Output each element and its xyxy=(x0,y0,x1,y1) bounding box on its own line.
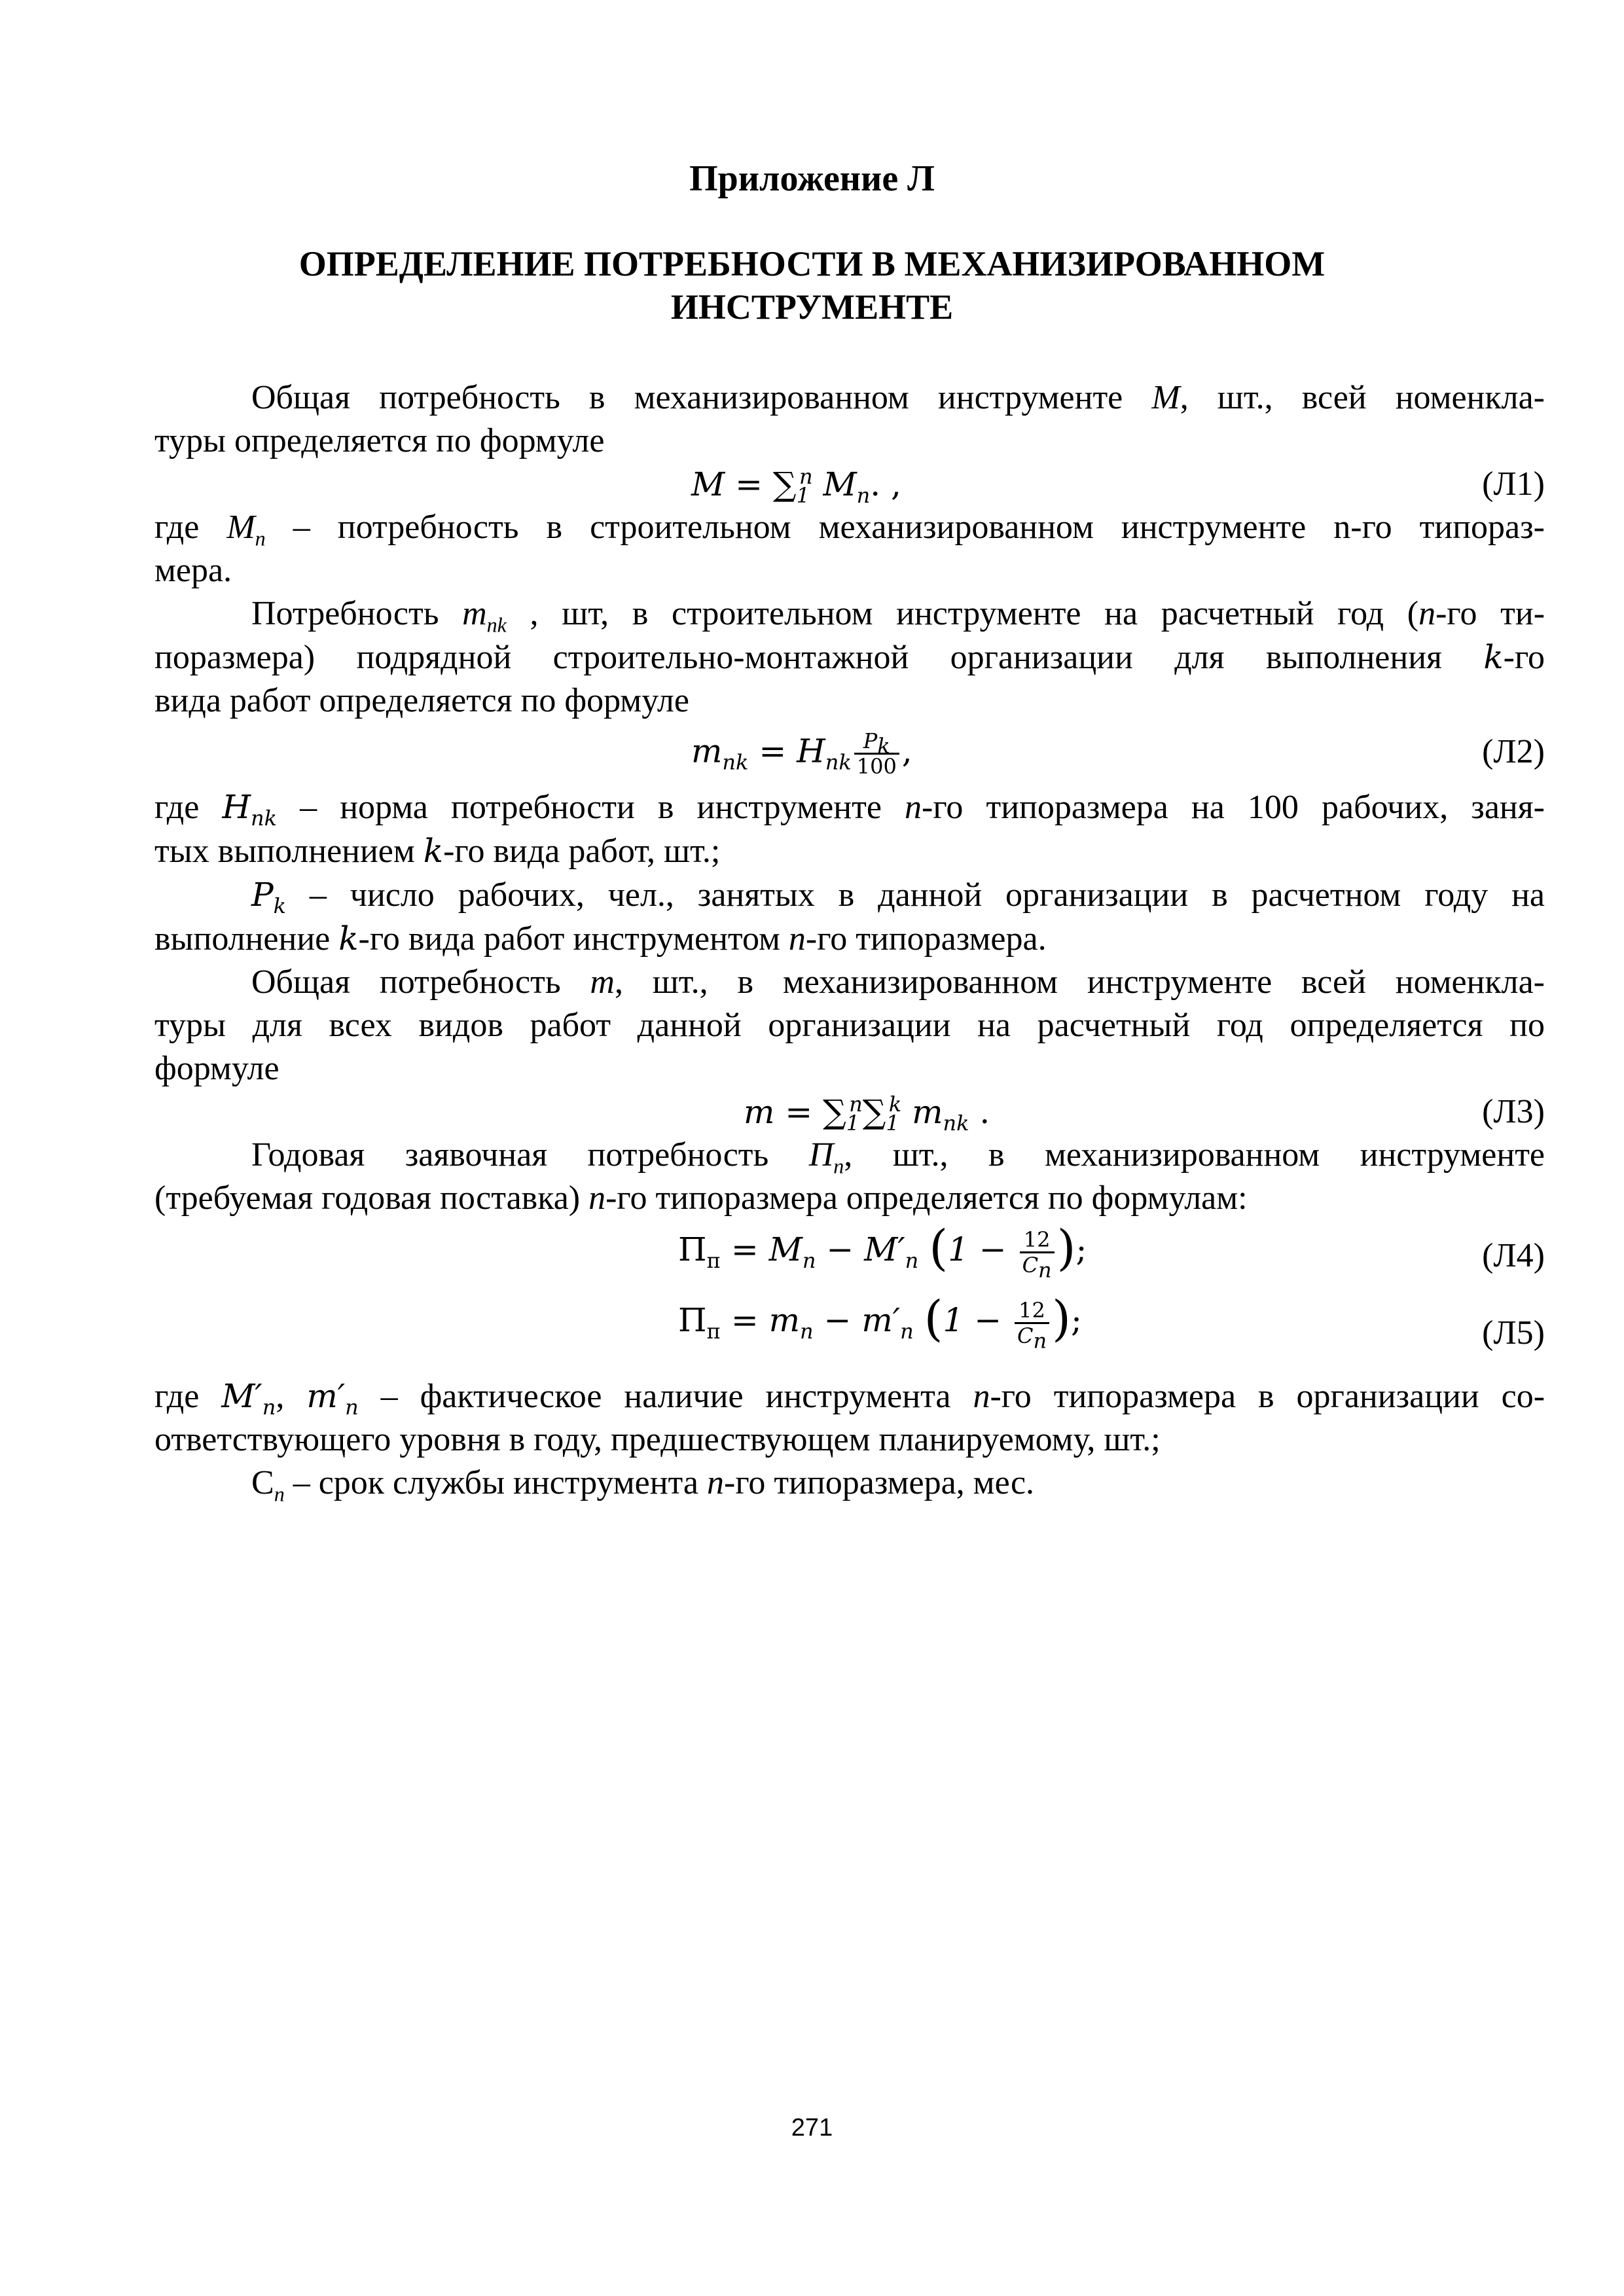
page-number: 271 xyxy=(791,2114,833,2142)
formula-l3 xyxy=(154,1090,1545,1134)
appendix-title: Приложение Л xyxy=(689,158,935,199)
paragraph-actual-availability: где $M'_n$, $m'_n$ – фактическое наличие инструмента n-го типоразмера в организации со- ответствующего уровня в году, предшествующем планируемому, шт.; xyxy=(154,1377,1545,1458)
formula-l4-expression: $П_п = M_n - M'_n$ (1 − $\frac{12}{C_n}$ ); xyxy=(678,1220,1087,1282)
formula-l2-fraction: $\frac{P_k}{100}$ xyxy=(854,729,899,778)
formula-l1-number: (Л1) xyxy=(1482,465,1545,503)
formula-l1-expression: $M = \sum_1^n$ $M_n$. , xyxy=(691,464,901,508)
heading-line-1: ОПРЕДЕЛЕНИЕ ПОТРЕБНОСТИ В МЕХАНИЗИРОВАННОМ xyxy=(298,244,1326,283)
paragraph-pk-definition: $P_k$ – число рабочих, чел., занятых в данной организации в расчетном году на xyxy=(251,876,1545,918)
body-text: Общая потребность в механизированном инструменте М, шт., всей номенкла- туры определяется по формуле $M = \sum_1^n$ $M_n$. , (Л1) где $М_n$ – потребность в строительном механизированном инструменте n-го типораз- мера. Потребность $m_{nk}$ , шт, в строительном инструменте на расчетный год (n-го ти- поразмера) подрядной строительно-монтажной организации для выполнения k-го вида работ определяется по формуле $m_{nk} = H_{nk}$ $\frac{P_k}{100}$ , (Л2) где $H_{nk}$ – норма потребности в инструменте n-го типоразмера на 100 рабочих, заня- тых выполнением k-го вида работ, шт.; $P_k$ – число рабочих, чел., занятых в данной организации в расчетном году на выполнение k-го вида работ инструментом n-го типоразмера. Общая потребность m, шт., в механизированном инструменте всей номенкла- туры для всех видов работ данной организации на расчетный год определяется по формуле $m = \sum_1^n\sum_1^k$ $m_{nk}$ . (Л3) Годовая заявочная потребность $П_n$, шт., в механизированном инструменте (требуемая годовая поставка) n-го типоразмера определяется по формулам: $П_п = M_n - M'_n$ (1 − $\frac{12}{C_n}$ ); (Л4) $П_п = m_n - m'_n$ (1 − $\frac{12}{C_n}$ ); (Л5) где $M'_n$, $m'_n$ – фактическое наличие инструмента n-го типоразмера в организации со- ответствующего уровня в году, предшествующем планируемому, шт.; $С_n$ – срок службы инструмента n-го типоразмера, мес. xyxy=(154,376,1545,1505)
formula-l5-fraction: $\frac{12}{C_n}$ xyxy=(1015,1299,1049,1348)
formula-l1 xyxy=(154,463,1545,506)
formula-l2-expression: $m_{nk} = H_{nk}$ $\frac{P_k}{100}$ , xyxy=(691,728,912,779)
formula-l5 xyxy=(154,1291,1545,1374)
formula-l4 xyxy=(154,1220,1545,1297)
formula-l4-fraction: $\frac{12}{C_n}$ xyxy=(1020,1228,1055,1277)
paragraph-total-m: Общая потребность m, шт., в механизированном инструменте всей номенкла- xyxy=(251,963,1545,1001)
paragraph-total-need: Общая потребность в механизированном инструменте М, шт., всей номенкла- xyxy=(251,379,1545,416)
formula-l3-expression: $m = \sum_1^n\sum_1^k$ $m_{nk}$ . xyxy=(744,1092,990,1136)
formula-l2 xyxy=(154,723,1545,785)
formula-l4-number: (Л4) xyxy=(1482,1237,1545,1274)
formula-l3-number: (Л3) xyxy=(1482,1093,1545,1130)
formula-l2-number: (Л2) xyxy=(1482,733,1545,770)
section-heading xyxy=(0,242,1624,329)
paragraph-mn-definition: где $М_n$ – потребность в строительном механизированном инструменте n-го типораз- мера. xyxy=(154,509,1545,589)
paragraph-hnk-definition: где $H_{nk}$ – норма потребности в инструменте n-го типоразмера на 100 рабочих, заня- тых выполнением k-го вида работ, шт.; xyxy=(154,788,1545,870)
paragraph-mnk-need: Потребность $m_{nk}$ , шт, в строительном инструменте на расчетный год (n-го ти- xyxy=(251,595,1545,637)
heading-line-2: ИНСТРУМЕНТЕ xyxy=(670,287,954,327)
paragraph-annual-need: Годовая заявочная потребность $П_n$, шт., в механизированном инструменте xyxy=(251,1136,1545,1178)
formula-l5-expression: $П_п = m_n - m'_n$ (1 − $\frac{12}{C_n}$ ); xyxy=(678,1291,1082,1353)
paragraph-service-life: $С_n$ – срок службы инструмента n-го типоразмера, мес. xyxy=(251,1464,1035,1506)
formula-l5-number: (Л5) xyxy=(1482,1314,1545,1352)
